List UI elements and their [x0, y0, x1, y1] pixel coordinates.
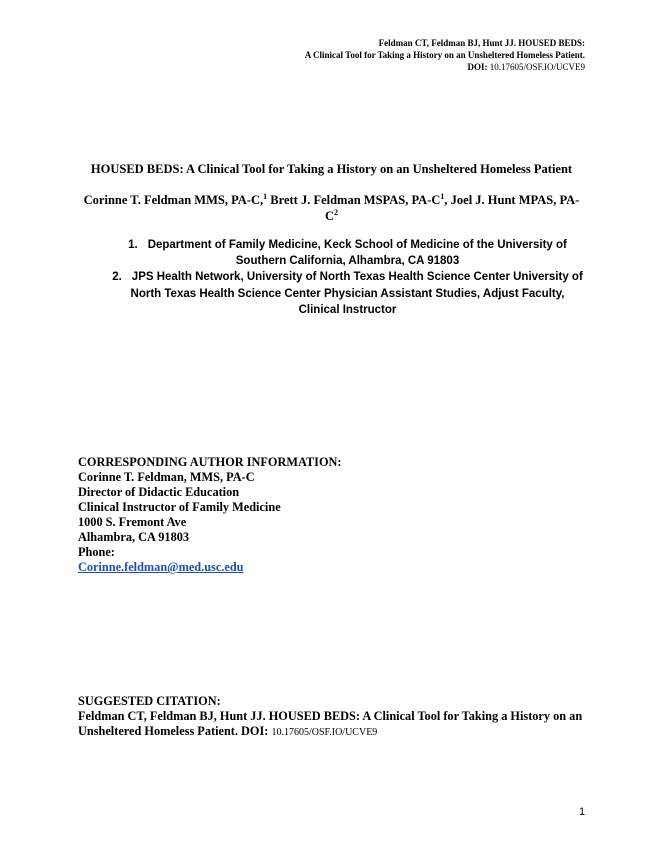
- corresponding-role: Director of Didactic Education: [78, 485, 240, 499]
- affiliation-number: 2.: [112, 271, 122, 284]
- corresponding-name: Corinne T. Feldman, MMS, PA-C: [78, 470, 255, 484]
- corresponding-heading: CORRESPONDING AUTHOR INFORMATION:: [78, 455, 342, 469]
- affiliation-text: JPS Health Network, University of North Texas Health Science Center University of North Texas Health Science Center Physician Assistant Studies, Adjust Faculty, Clinical Instructor: [130, 271, 583, 316]
- corresponding-author-block: [78, 455, 341, 575]
- running-header-line2: A Clinical Tool for Taking a History on an Unsheltered Homeless Patient.: [304, 50, 585, 60]
- citation-text: Feldman CT, Feldman BJ, Hunt JJ. HOUSED BEDS: A Clinical Tool for Taking a History on an Unsheltered Homeless Patient. DOI:: [78, 709, 583, 738]
- running-header-line1: Feldman CT, Feldman BJ, Hunt JJ. HOUSED BEDS:: [378, 38, 585, 48]
- author-1-affiliation-mark: 1: [263, 192, 268, 201]
- affiliation-item: [110, 269, 585, 318]
- author-2: Brett J. Feldman MSPAS, PA-C: [270, 193, 441, 207]
- running-header-doi-value: 10.17605/OSF.IO/UCVE9: [489, 62, 585, 72]
- author-list: [78, 192, 585, 224]
- running-header-doi-label: DOI:: [467, 62, 488, 72]
- author-3-affiliation-mark: 2: [334, 208, 339, 217]
- paper-title: HOUSED BEDS: A Clinical Tool for Taking a History on an Unsheltered Homeless Patient: [90, 162, 573, 176]
- author-2-affiliation-mark: 1: [440, 192, 445, 201]
- affiliation-number: 1.: [128, 239, 138, 251]
- page-number: 1: [579, 806, 586, 818]
- author-3: , Joel J. Hunt MPAS, PA-C: [324, 193, 580, 223]
- affiliation-item: [110, 237, 585, 269]
- corresponding-city: Alhambra, CA 91803: [78, 530, 190, 544]
- suggested-citation-block: [78, 694, 588, 740]
- corresponding-phone-label: Phone:: [78, 545, 115, 559]
- affiliation-list: [110, 237, 585, 318]
- corresponding-email-link[interactable]: Corinne.feldman@med.usc.edu: [78, 560, 244, 574]
- author-1: Corinne T. Feldman MMS, PA-C,: [83, 193, 264, 207]
- citation-heading: SUGGESTED CITATION:: [78, 694, 221, 708]
- corresponding-street: 1000 S. Fremont Ave: [78, 515, 187, 529]
- corresponding-role: Clinical Instructor of Family Medicine: [78, 500, 281, 514]
- citation-body: [78, 709, 588, 740]
- citation-doi-value: 10.17605/OSF.IO/UCVE9: [271, 727, 378, 738]
- running-header-doi: [305, 61, 585, 73]
- affiliation-text: Department of Family Medicine, Keck School of Medicine of the University of Southern California, Alhambra, CA 91803: [147, 239, 567, 268]
- running-header: [305, 37, 585, 73]
